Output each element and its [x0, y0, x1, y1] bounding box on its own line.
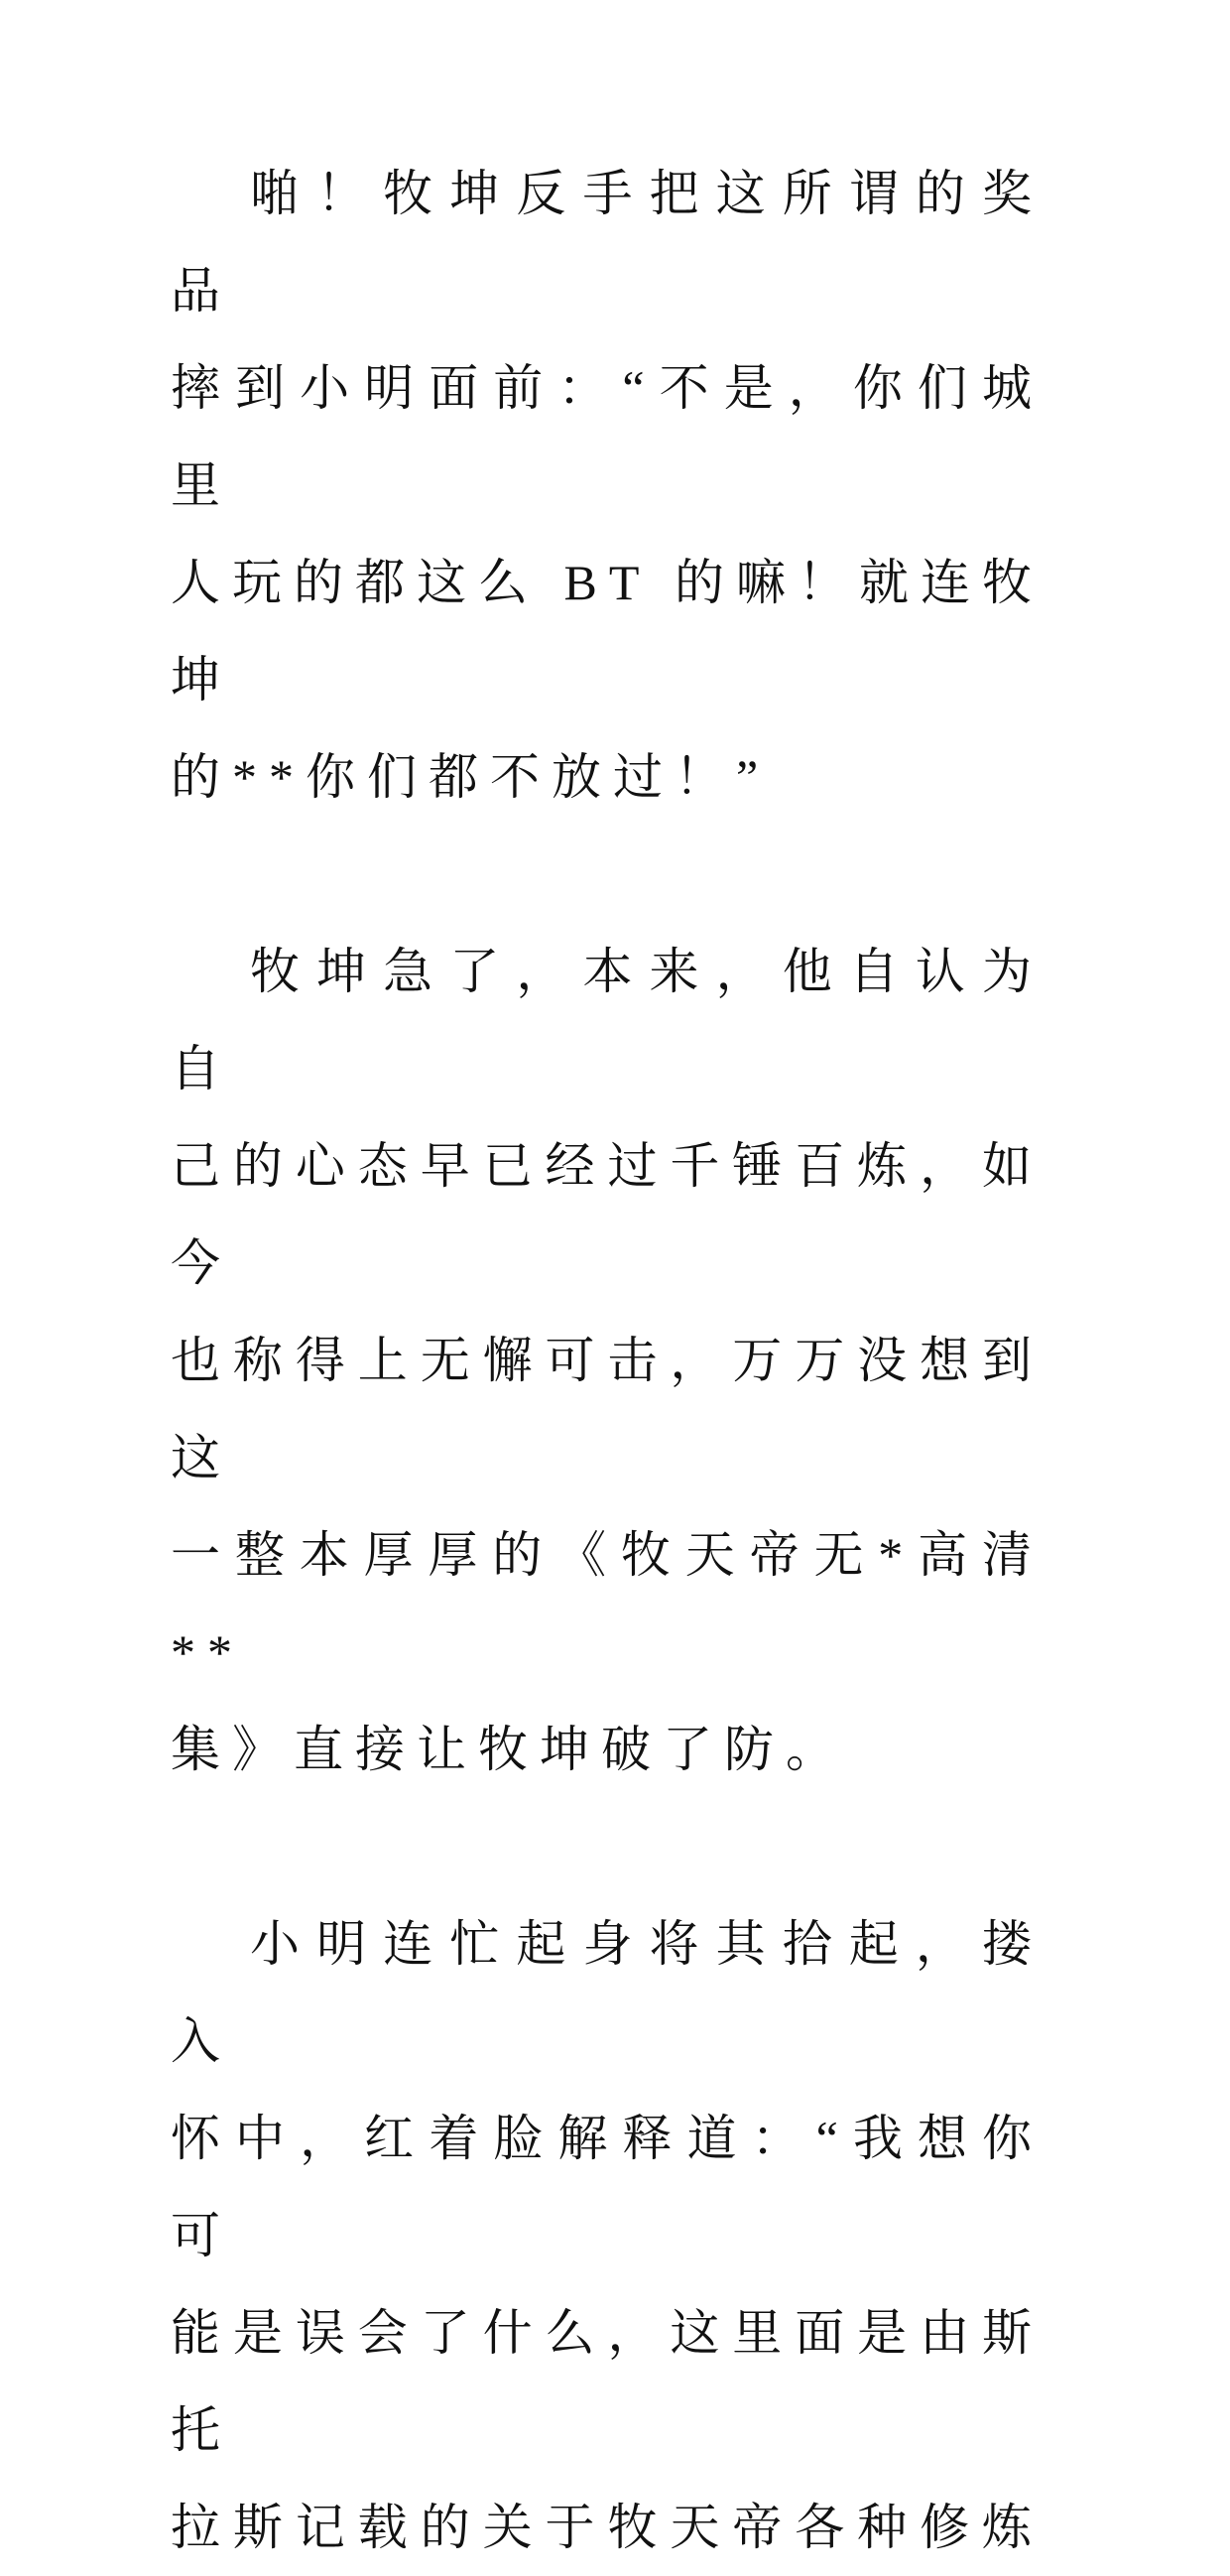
- text-line: 能是误会了什么，这里面是由斯托: [171, 2305, 1044, 2458]
- text-line: 啪！牧坤反手把这所谓的奖品: [171, 166, 1044, 319]
- text-line: 小明连忙起身将其拾起，搂入: [171, 1916, 1044, 2069]
- text-line: 己的心态早已经过千锤百炼，如今: [171, 1138, 1044, 1291]
- text-line: 摔到小明面前：“不是，你们城里: [171, 360, 1044, 513]
- paragraph: [171, 923, 1044, 1798]
- paragraph: [171, 1895, 1044, 2576]
- paragraph: [171, 145, 1044, 826]
- text-line: 怀中，红着脸解释道：“我想你可: [171, 2111, 1044, 2263]
- text-line: 牧坤急了，本来，他自认为自: [171, 944, 1044, 1096]
- text-line: 的**你们都不放过！”: [171, 749, 771, 805]
- text-line: 一整本厚厚的《牧天帝无*高清**: [171, 1527, 1044, 1680]
- text-line: 集》直接让牧坤破了防。: [171, 1722, 847, 1777]
- text-line: 也称得上无懈可击，万万没想到这: [171, 1333, 1044, 1485]
- text-line: 拉斯记载的关于牧天帝各种修炼: [171, 2500, 1044, 2555]
- text-line: 人玩的都这么 BT 的嘛！就连牧坤: [171, 555, 1044, 708]
